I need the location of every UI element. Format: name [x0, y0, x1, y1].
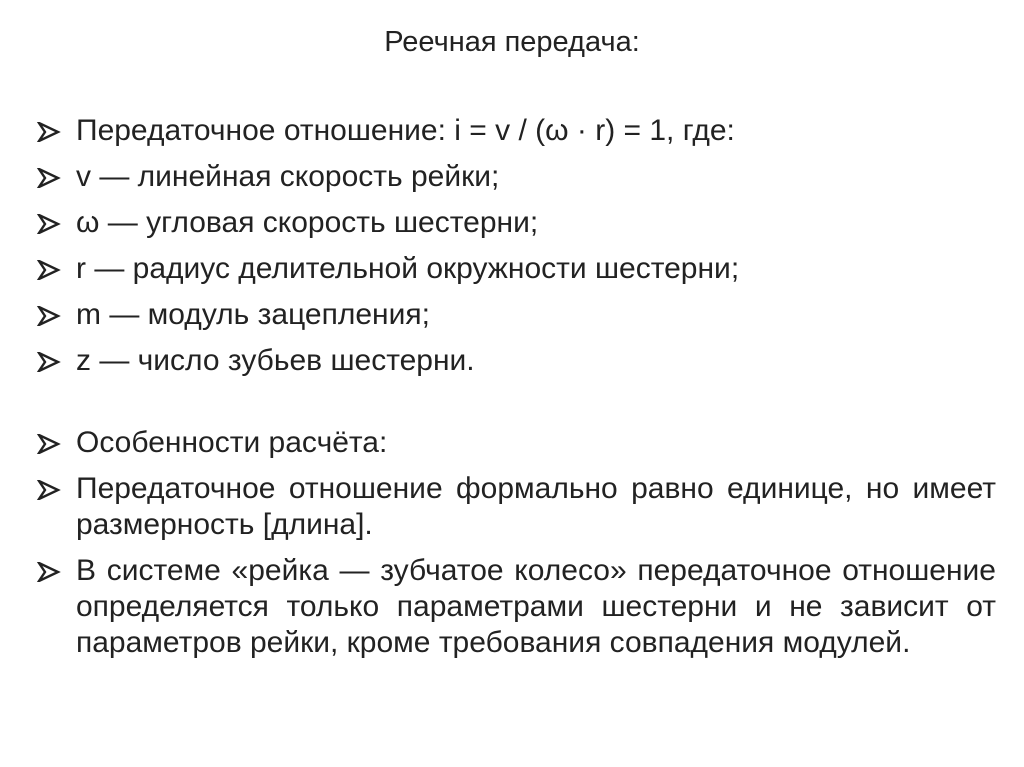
bullet-item	[36, 159, 996, 195]
bullet-text: r — радиус делительной окружности шестерни;	[76, 252, 740, 285]
bullet-list	[36, 113, 996, 671]
bullet-item	[36, 471, 996, 543]
bullet-text: В системе «рейка — зубчатое колесо» передаточное отношение определяется только параметрами шестерни и не зависит от параметров рейки, кроме требования совпадения модулей.	[76, 554, 996, 659]
arrowhead-bullet-icon	[36, 352, 62, 372]
bullet-item	[36, 113, 996, 149]
arrowhead-bullet-icon	[36, 306, 62, 326]
bullet-text: ω — угловая скорость шестерни;	[76, 206, 539, 239]
bullet-text: z — число зубьев шестерни.	[76, 344, 475, 377]
arrowhead-bullet-icon	[36, 562, 62, 582]
bullet-text: Особенности расчёта:	[76, 426, 388, 459]
arrowhead-bullet-icon	[36, 168, 62, 188]
bullet-item	[36, 205, 996, 241]
bullet-item	[36, 297, 996, 333]
arrowhead-bullet-icon	[36, 480, 62, 500]
arrowhead-bullet-icon	[36, 214, 62, 234]
bullet-item	[36, 553, 996, 661]
arrowhead-bullet-icon	[36, 434, 62, 454]
bullet-item	[36, 251, 996, 287]
bullet-item	[36, 343, 996, 379]
bullet-text: m — модуль зацепления;	[76, 298, 430, 331]
bullet-item	[36, 425, 996, 461]
bullet-text: Передаточное отношение формально равно единице, но имеет размерность [длина].	[76, 472, 996, 541]
bullet-text: Передаточное отношение: i = v / (ω · r) = 1, где:	[76, 114, 735, 147]
slide-title: Реечная передача:	[384, 26, 640, 58]
arrowhead-bullet-icon	[36, 260, 62, 280]
bullet-text: v — линейная скорость рейки;	[76, 160, 500, 193]
arrowhead-bullet-icon	[36, 122, 62, 142]
